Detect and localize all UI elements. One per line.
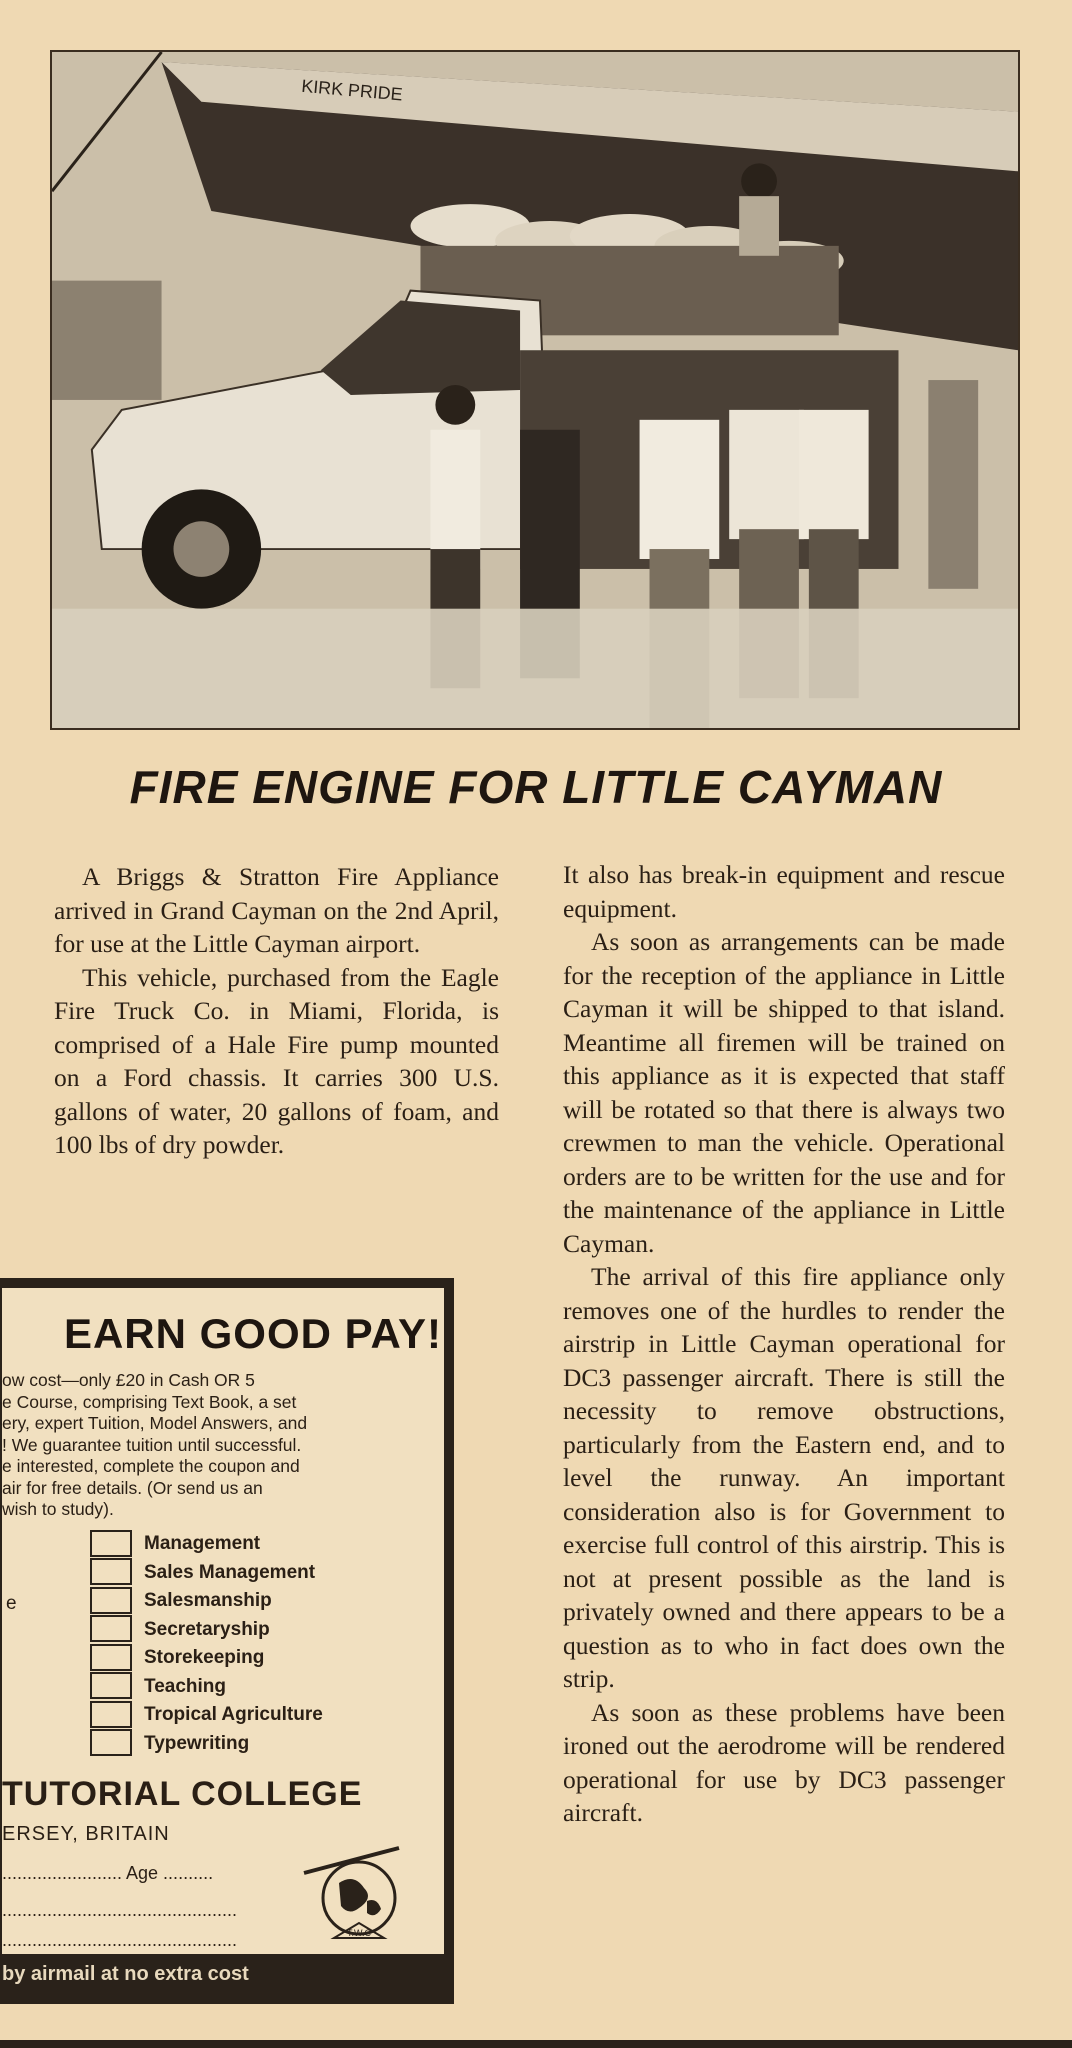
ship-name: KIRK PRIDE — [300, 75, 404, 105]
article-paragraph: The arrival of this fire appliance only removes one of the hurdles to render the airstrip in Little Cayman operational for DC3 passenger aircraft. There is still the necessity to remove obstructions, particularly from the Eastern end, and to level the runway. An important consideration also is for Government to exercise full control of this airstrip. This is not at present possible as the land is privately owned and there appears to be a question as to who in fact does own the strip. — [563, 1262, 1005, 1693]
course-label: Storekeeping — [144, 1647, 265, 1669]
course-option[interactable] — [90, 1644, 323, 1673]
course-option[interactable] — [90, 1559, 323, 1588]
course-list — [90, 1530, 323, 1758]
article-paragraph: As soon as arrangements can be made for the reception of the appliance in Little Cayman it will be shipped to that island. Meantime all firemen will be trained on this appliance as it is expected that staff will be rotated so that there is always two crewmen to man the vehicle. Operational orders are to be written for the use and for the maintenance of the appliance in Little Cayman. — [563, 927, 1005, 1258]
college-address: ERSEY, BRITAIN — [2, 1823, 170, 1845]
article-paragraph: It also has break-in equipment and rescue equipment. — [563, 860, 1005, 923]
article-paragraph: This vehicle, purchased from the Eagle Fire Truck Co. in Miami, Florida, is comprised of a Hale Fire pump mounted on a Ford chassis. It carries 300 U.S. gallons of water, 20 gallons of foam, and 100 lbs of dry powder. — [54, 962, 499, 1159]
course-option[interactable] — [90, 1701, 323, 1730]
article-headline: FIRE ENGINE FOR LITTLE CAYMAN — [129, 761, 943, 813]
globe-logo-icon — [299, 1843, 414, 1948]
advertisement — [0, 1278, 454, 2004]
course-option[interactable] — [90, 1730, 323, 1759]
course-checkbox[interactable] — [90, 1558, 132, 1585]
article-paragraph: A Briggs & Stratton Fire Appliance arrived in Grand Cayman on the 2nd April, for use at the Little Cayman airport. — [54, 862, 499, 958]
course-label: Salesmanship — [144, 1590, 272, 1612]
course-label: Tropical Agriculture — [144, 1704, 323, 1726]
course-option[interactable] — [90, 1673, 323, 1702]
course-label: Typewriting — [144, 1732, 250, 1754]
course-label: Secretaryship — [144, 1618, 270, 1640]
ad-body: ow cost—only £20 in Cash OR 5 e Course, comprising Text Book, a set ery, expert Tuition, Model Answers, and ! We guarantee tuition until successful. e interested, complete the coupon and air for free details. (Or send us an wish to study). — [2, 1370, 308, 1519]
course-checkbox[interactable] — [90, 1644, 132, 1671]
coupon-field[interactable]: ............................................... — [2, 1930, 238, 1950]
college-name: TUTORIAL COLLEGE — [2, 1775, 363, 1813]
course-checkbox[interactable] — [90, 1615, 132, 1642]
photo-illustration — [52, 52, 1018, 728]
course-option[interactable] — [90, 1530, 323, 1559]
coupon-age-field[interactable]: ........................ Age .......... — [2, 1863, 214, 1883]
course-checkbox[interactable] — [90, 1530, 132, 1557]
article-column-left — [54, 860, 499, 1162]
logo-text: T.W.C — [347, 1928, 371, 1938]
course-checkbox[interactable] — [90, 1587, 132, 1614]
course-option[interactable] — [90, 1587, 323, 1616]
course-option[interactable] — [90, 1616, 323, 1645]
course-label: Sales Management — [144, 1561, 316, 1583]
ad-side-mark: e — [6, 1593, 17, 1614]
course-label: Teaching — [144, 1675, 226, 1697]
article-paragraph: As soon as these problems have been ironed out the aerodrome will be rendered operational for use by DC3 passenger aircraft. — [563, 1697, 1005, 1827]
article-column-right — [563, 858, 1005, 1830]
coupon-field[interactable]: ............................................... — [2, 1900, 238, 1920]
airmail-banner: by airmail at no extra cost — [2, 1954, 444, 1994]
bottom-rule — [0, 2040, 1072, 2048]
course-label: Management — [144, 1533, 261, 1555]
ad-title: EARN GOOD PAY! — [63, 1310, 442, 1357]
course-checkbox[interactable] — [90, 1729, 132, 1756]
course-checkbox[interactable] — [90, 1701, 132, 1728]
news-photo — [50, 50, 1020, 730]
course-checkbox[interactable] — [90, 1672, 132, 1699]
